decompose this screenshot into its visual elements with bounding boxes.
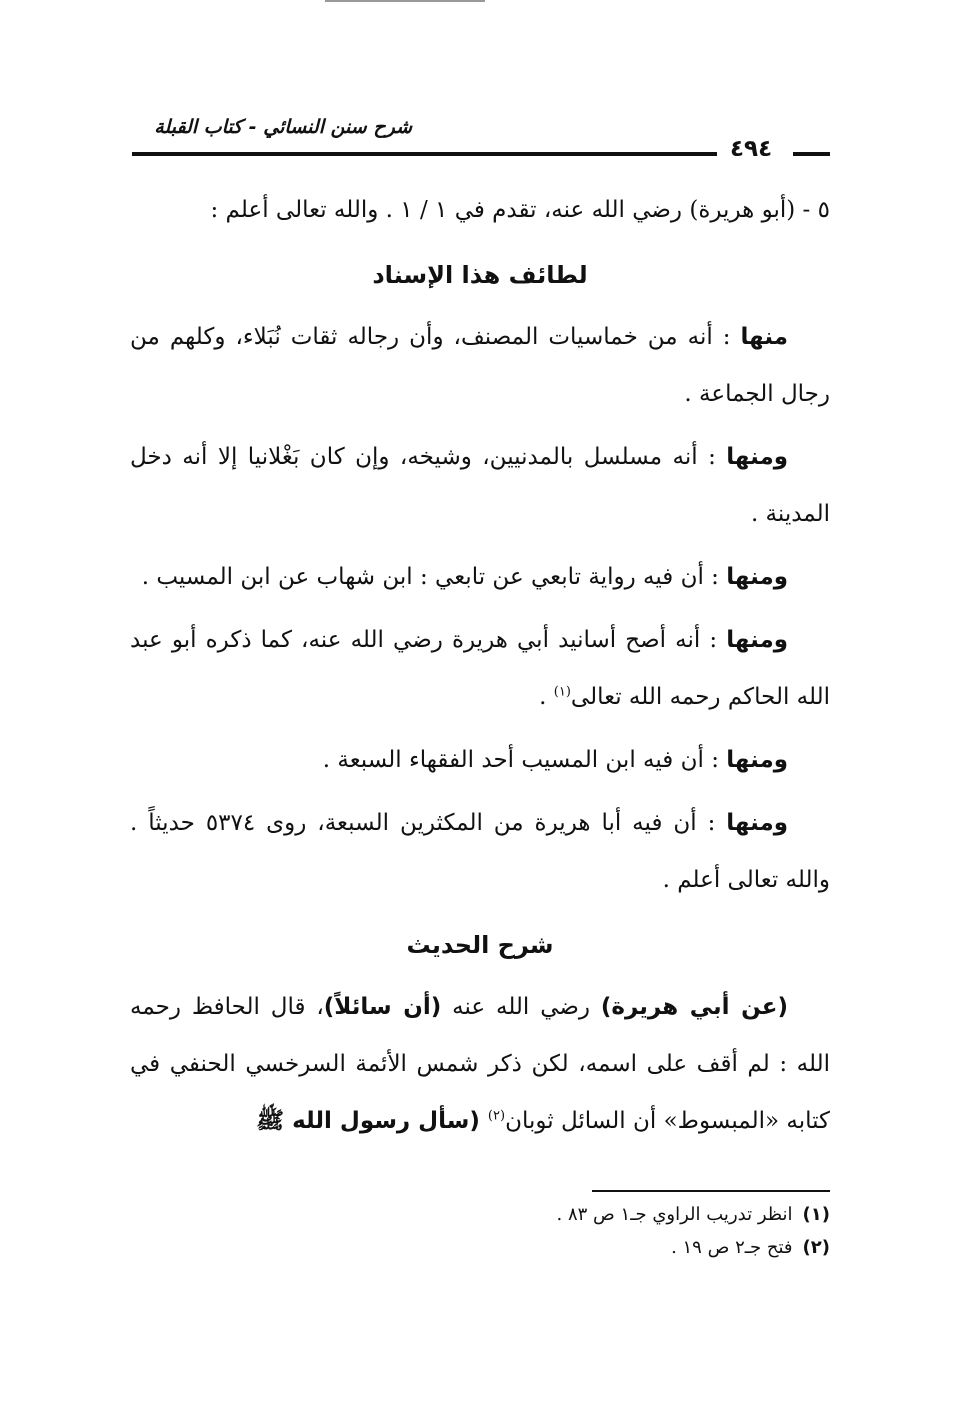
footnote-number: (١) (802, 1204, 830, 1225)
paragraph-text: رضي الله عنه (441, 994, 601, 1020)
footnote-ref-2: (٢) (487, 1108, 506, 1124)
paragraph-narrator-5 (130, 182, 830, 239)
paragraph-lead-2: (أن سائلاً) (323, 994, 442, 1020)
paragraph-text: : أن فيه رواية تابعي عن تابعي : ابن شهاب عن ابن المسيب . (141, 564, 727, 590)
footnote-2 (400, 1231, 830, 1264)
paragraph-lead: ومنها (726, 810, 788, 836)
page-number-dash (793, 152, 830, 156)
paragraph-text: : أن فيه ابن المسيب أحد الفقهاء السبعة . (322, 747, 727, 773)
paragraph-lead: (عن أبي هريرة) (600, 994, 789, 1020)
footnote-text: انظر تدريب الراوي جـ١ ص ٨٣ . (556, 1204, 793, 1225)
paragraph-lead: ومنها (726, 627, 788, 653)
paragraph-hadith-explanation (130, 979, 830, 1150)
page-header (130, 108, 830, 162)
paragraph-point-6 (130, 795, 830, 909)
footnote-separator (592, 1190, 830, 1192)
header-rule (132, 152, 717, 156)
paragraph-point-2 (130, 429, 830, 543)
paragraph-point-4 (130, 612, 830, 726)
paragraph-text: : أنه مسلسل بالمدنيين، وشيخه، وإن كان بَغْلانيا إلا أنه دخل المدينة . (130, 444, 830, 527)
paragraph-lead: ومنها (726, 747, 788, 773)
paragraph-point-1 (130, 309, 830, 423)
main-text (130, 182, 830, 1150)
paragraph-lead-3: (سأل رسول الله ﷺ (256, 1108, 488, 1134)
paragraph-lead: ومنها (726, 444, 788, 470)
paragraph-lead: منها (740, 324, 788, 350)
section-heading-hadith: شرح الحديث (406, 931, 554, 959)
paragraph-end: . (539, 684, 554, 710)
footnote-1 (400, 1198, 830, 1231)
paragraph-text: ٥ - (أبو هريرة) رضي الله عنه، تقدم في ١ / ١ . والله تعالى أعلم : (210, 197, 830, 223)
paragraph-lead: ومنها (726, 564, 788, 590)
paragraph-point-5 (130, 732, 830, 789)
paragraph-text-2: ، قال الحافظ رحمه الله : لم أقف على اسمه، لكن ذكر شمس الأئمة السرخسي الحنفي في كتابه «المبسوط» أن السائل ثوبان (130, 994, 830, 1134)
footnote-text: فتح جـ٢ ص ١٩ . (671, 1237, 793, 1258)
paragraph-point-3 (130, 549, 830, 606)
footnote-number: (٢) (802, 1237, 830, 1258)
paragraph-text: : أن فيه أبا هريرة من المكثرين السبعة، روى ٥٣٧٤ حديثاً . والله تعالى أعلم . (130, 810, 830, 893)
paragraph-text: : أنه أصح أسانيد أبي هريرة رضي الله عنه، كما ذكره أبو عبد الله الحاكم رحمه الله تعالى (130, 627, 830, 710)
top-edge-rule (325, 0, 485, 2)
paragraph-text: : أنه من خماسيات المصنف، وأن رجاله ثقات نُبَلاء، وكلهم من رجال الجماعة . (130, 324, 830, 407)
section-heading-isnad: لطائف هذا الإسناد (372, 261, 588, 289)
footnotes (400, 1198, 830, 1264)
page-number: ٤٩٤ (730, 136, 773, 162)
footnote-ref-1: (١) (553, 684, 571, 700)
running-title: شرح سنن النسائي - كتاب القبلة (154, 116, 412, 138)
